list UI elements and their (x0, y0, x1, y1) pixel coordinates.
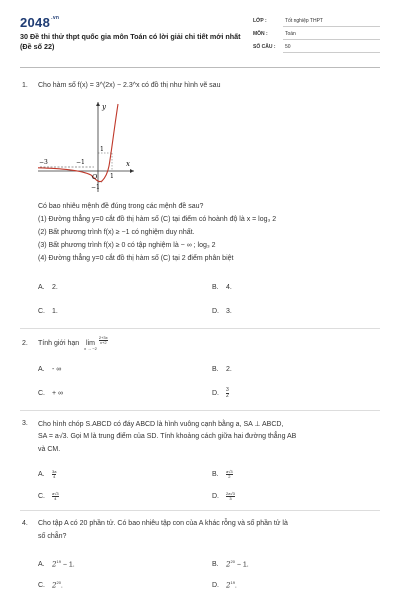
q1-option-c[interactable]: C. 1. (38, 308, 58, 315)
tick-neg1-x: −1 (76, 159, 85, 166)
subject-label: MÔN : (253, 31, 268, 37)
q3-option-a[interactable]: A. $\frac{3a}{4}$ (38, 469, 57, 479)
q1-option-d[interactable]: D. 3. (212, 308, 232, 315)
q2-divider (20, 410, 380, 411)
q3-line-3: và CM. (38, 446, 61, 453)
class-label: LỚP : (253, 18, 267, 24)
origin-label: O (92, 173, 98, 181)
x-axis-arrow (130, 169, 134, 173)
q2-option-d[interactable]: D. $\frac{3}{2}$ (212, 387, 229, 399)
q4-number: 4. (22, 520, 28, 527)
q2-option-c[interactable]: C. + ∞ (38, 390, 64, 397)
q1-statement-4: (4) Đường thẳng y=0 cắt đồ thị hàm số (C) tại 2 điểm phân biệt (38, 255, 234, 262)
tick-neg1-y: −1 (91, 184, 100, 191)
class-underline (283, 26, 380, 27)
y-axis-arrow (96, 102, 100, 106)
y-axis-label: y (102, 103, 106, 111)
q1-stem: Cho hàm số f(x) = 3^(2x) − 2.3^x có đồ thị như hình vẽ sau (38, 82, 221, 89)
class-value: Tốt nghiệp THPT (285, 18, 323, 24)
q3-option-c[interactable]: C. $\frac{a√3}{4}$ (38, 491, 59, 501)
q4-option-b[interactable]: B. $2^{20} - 1$. (212, 559, 249, 569)
function-curve (38, 104, 118, 182)
q1-statement-3: (3) Bất phương trình f(x) ≥ 0 có tập nghiệm là − ∞ ; log₃ 2 (38, 242, 216, 249)
subject-value: Toán (285, 31, 296, 37)
q1-number: 1. (22, 82, 28, 89)
count-label: SỐ CÂU : (253, 44, 276, 50)
site-logo[interactable]: $2048^{.vn}$ (20, 15, 60, 30)
q4-option-c[interactable]: C. $2^{20}$. (38, 580, 63, 590)
q1-statement-2: (2) Bất phương trình f(x) ≥ −1 có nghiệm duy nhất. (38, 229, 195, 236)
header-divider (20, 67, 380, 68)
q3-line-1: Cho hình chóp S.ABCD có đáy ABCD là hình vuông cạnh bằng a, SA ⊥ ABCD, (38, 421, 284, 428)
q2-option-a[interactable]: A. - ∞ (38, 366, 62, 373)
q2-fraction: $\frac{2+3x}{x+2}$ (98, 334, 108, 345)
q3-divider (20, 510, 380, 511)
q2-number: 2. (22, 340, 28, 347)
q3-option-d[interactable]: D. $\frac{2a√3}{3}$ (212, 491, 235, 501)
exam-title: 30 Đề thi thử thpt quốc gia môn Toán có lời giải chi tiết mới nhất (Đề số 22) (20, 32, 241, 51)
q2-limit: lim x → −2 (84, 340, 97, 351)
q1-graph (36, 100, 136, 195)
subject-underline (283, 39, 380, 40)
logo-suffix: .vn (51, 15, 60, 21)
q4-line-1: Cho tập A có 20 phần tử. Có bao nhiêu tập con của A khác rỗng và số phần tử là (38, 520, 288, 527)
q2-stem (38, 334, 108, 351)
q2-option-b[interactable]: B. 2. (212, 366, 232, 373)
q3-number: 3. (22, 420, 28, 427)
x-axis-label: x (126, 160, 130, 168)
tick-1-y: 1 (100, 146, 104, 153)
tick-1-x: 1 (110, 173, 114, 180)
q1-question: Có bao nhiêu mệnh đề đúng trong các mệnh đề sau? (38, 203, 204, 210)
q4-option-d[interactable]: D. $2^{19}$. (212, 580, 237, 590)
q3-option-b[interactable]: B. $\frac{a√3}{2}$ (212, 469, 233, 479)
q4-option-a[interactable]: A. $2^{19} - 1$. (38, 559, 75, 569)
q1-option-a[interactable]: A. 2. (38, 284, 58, 291)
q3-line-2: SA = a√3. Gọi M là trung điểm của SD. Tính khoảng cách giữa hai đường thẳng AB (38, 433, 297, 440)
count-value: 50 (285, 44, 291, 50)
tick-neg3: −3 (39, 159, 48, 166)
q1-divider (20, 328, 380, 329)
q1-statement-1: (1) Đường thẳng y=0 cắt đồ thị hàm số (C) tại điểm có hoành độ là x = log₃ 2 (38, 216, 277, 223)
q4-line-2: số chẵn? (38, 533, 67, 540)
q2-stem-text: Tính giới hạn (38, 340, 80, 347)
count-underline (283, 52, 380, 53)
q1-option-b[interactable]: B. 4. (212, 284, 232, 291)
